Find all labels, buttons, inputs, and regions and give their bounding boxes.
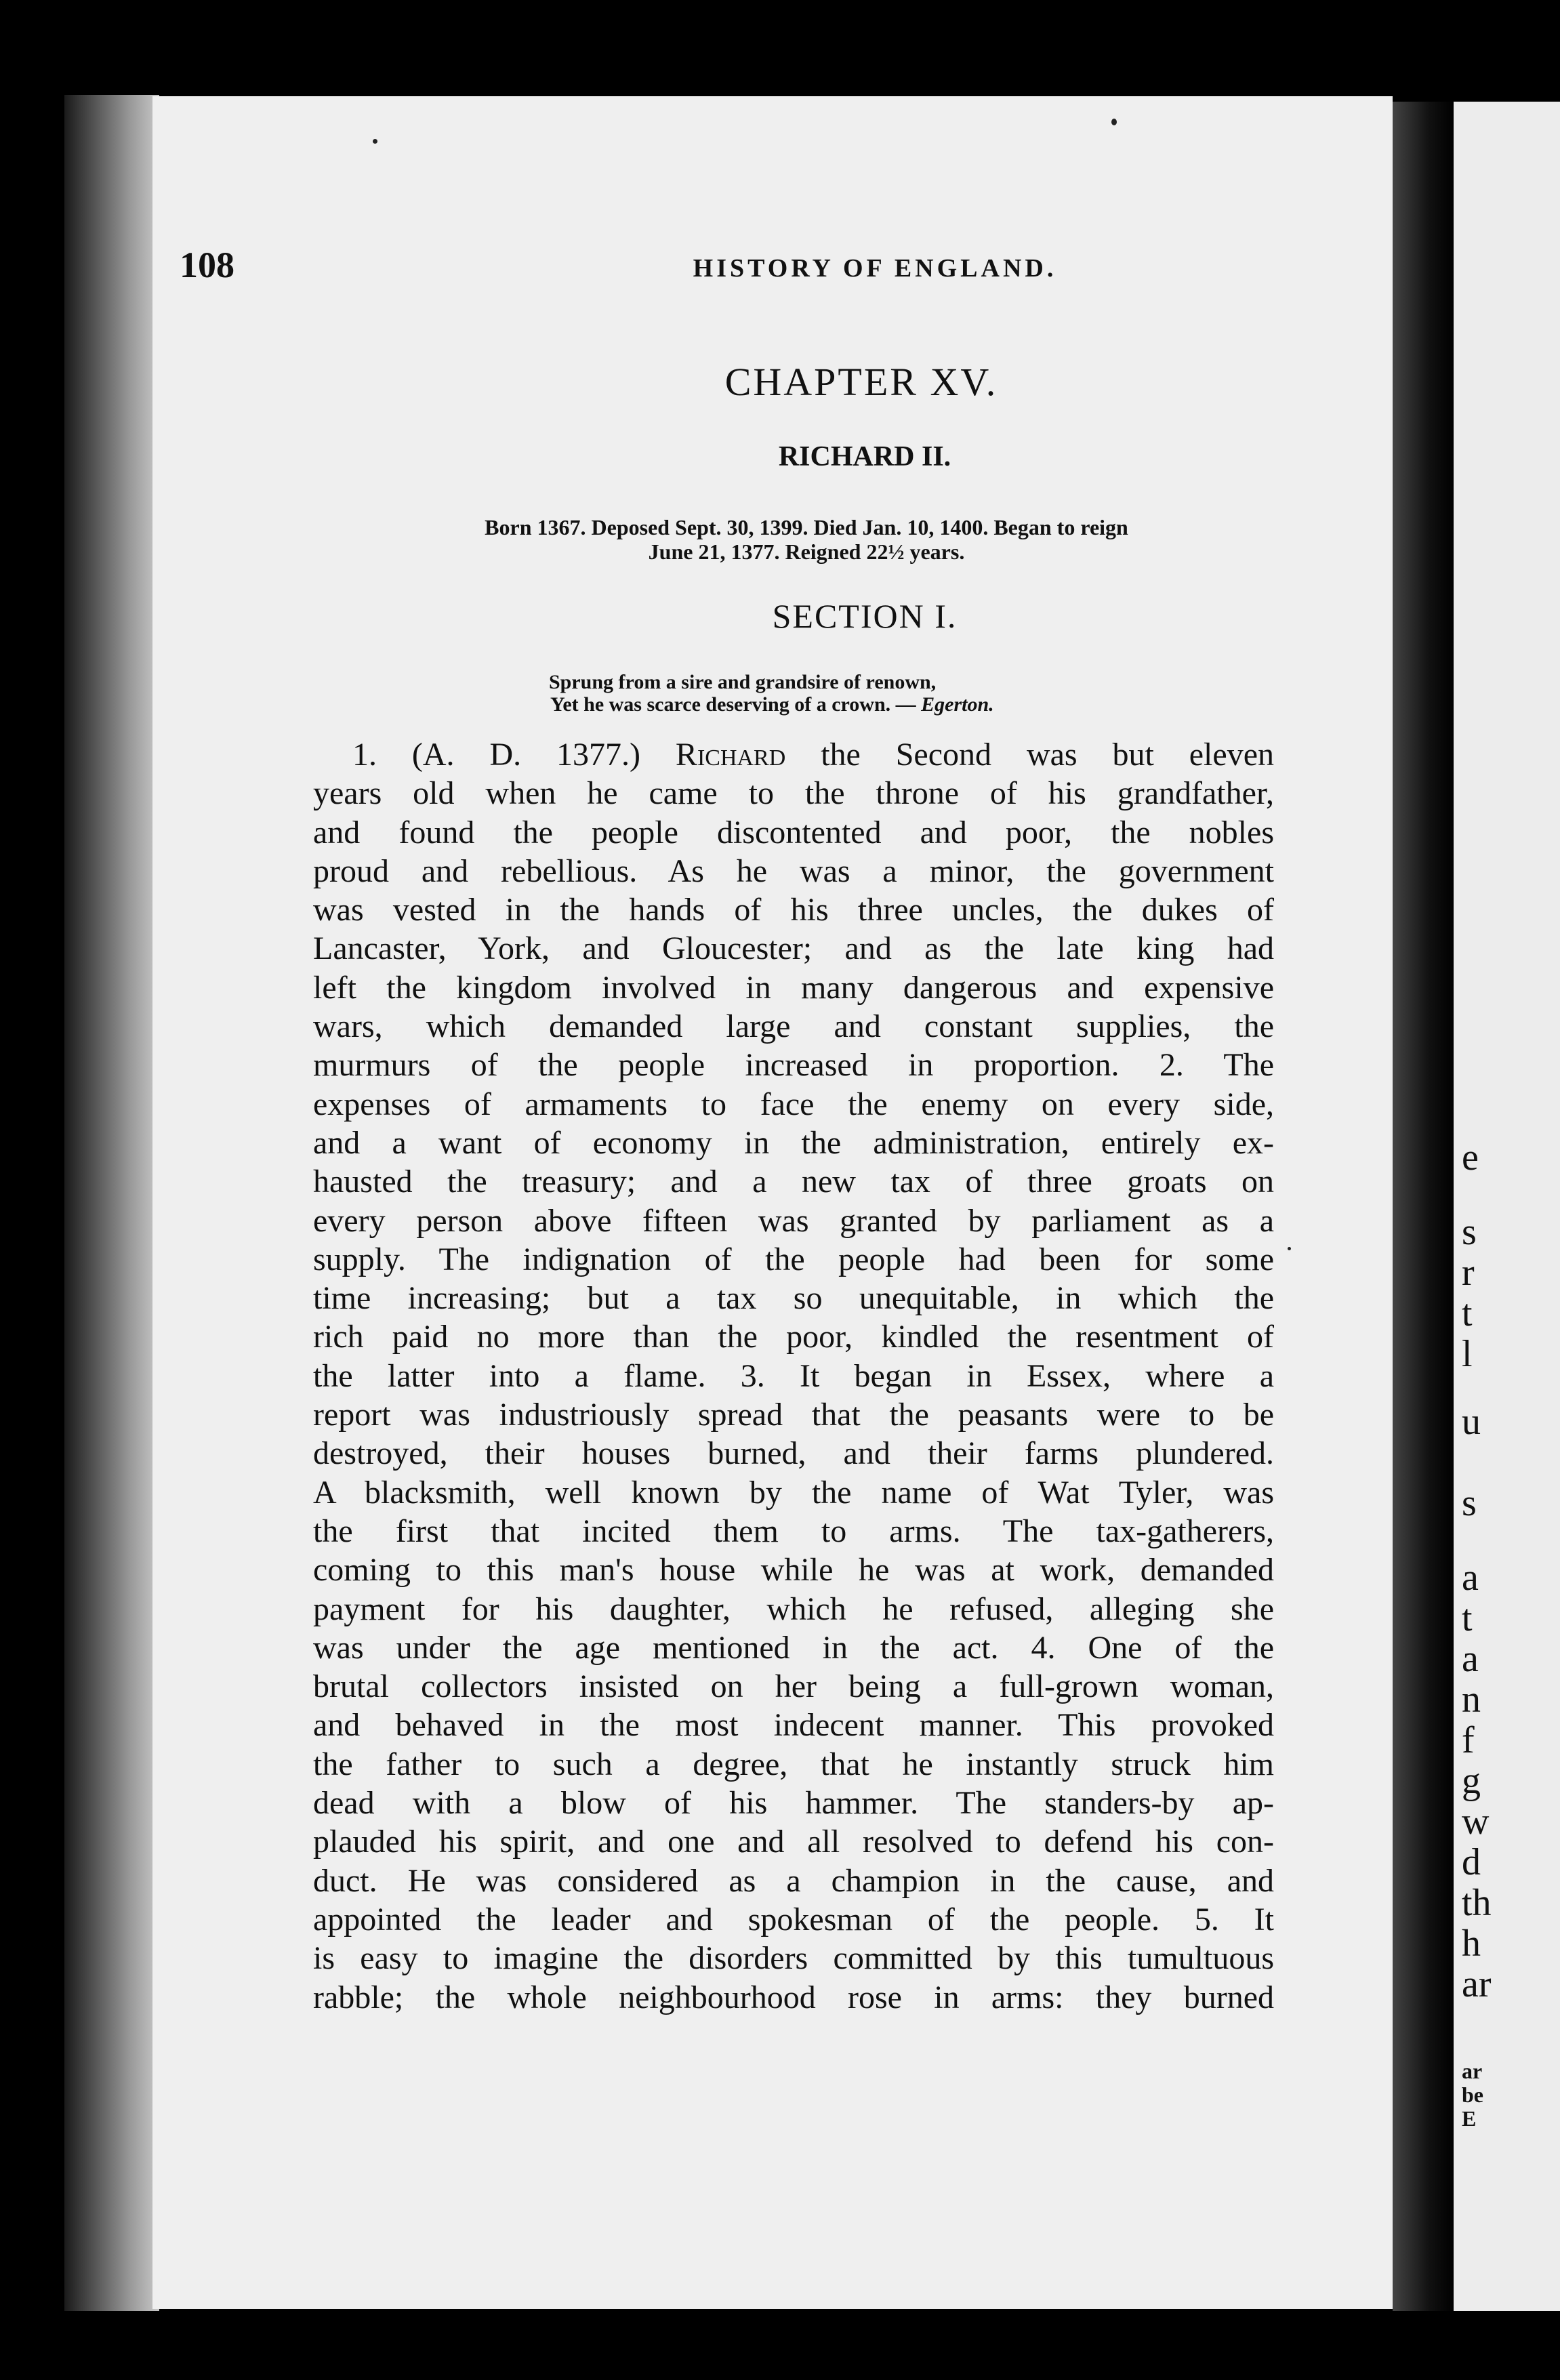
facing-page-fragment: ar <box>1462 1963 1492 2005</box>
body-line: is easy to imagine the disorders committed by this tumultuous <box>313 1940 1274 1977</box>
body-line <box>313 735 1274 774</box>
facing-page-fragment: a <box>1462 1638 1479 1680</box>
facing-page-fragment: g <box>1462 1760 1481 1802</box>
facing-page-fragment: s <box>1462 1482 1477 1524</box>
body-line: brutal collectors insisted on her being a full-grown woman, <box>313 1668 1274 1705</box>
facing-page-fragment: w <box>1462 1801 1490 1843</box>
facing-page-fragment: t <box>1462 1597 1473 1639</box>
facing-page-fragment: r <box>1462 1252 1475 1294</box>
epigraph <box>549 671 1159 716</box>
body-line: was under the age mentioned in the act. 4. One of the <box>313 1629 1274 1666</box>
body-line: A blacksmith, well known by the name of Wat Tyler, was <box>313 1474 1274 1511</box>
body-line: rich paid no more than the poor, kindled the resentment of <box>313 1319 1274 1355</box>
body-line: plauded his spirit, and one and all resolved to defend his con- <box>313 1824 1274 1860</box>
facing-page-fragment: l <box>1462 1333 1473 1375</box>
reign-dates-line: June 21, 1377. Reigned 22½ years. <box>648 539 965 564</box>
body-line: wars, which demanded large and constant supplies, the <box>313 1008 1274 1045</box>
body-line: murmurs of the people increased in proportion. 2. The <box>313 1047 1274 1084</box>
facing-page-fragment: n <box>1462 1679 1481 1721</box>
body-line: time increasing; but a tax so unequitable, in which the <box>313 1280 1274 1317</box>
running-head <box>0 244 1560 291</box>
facing-page-fragment: be <box>1462 2082 1483 2107</box>
facing-page-fragment: u <box>1462 1401 1481 1443</box>
body-line: and behaved in the most indecent manner. This provoked <box>313 1707 1274 1744</box>
epigraph-author: Egerton. <box>921 693 994 716</box>
facing-page-fragment: h <box>1462 1923 1481 1965</box>
facing-page-fragment: f <box>1462 1719 1475 1761</box>
facing-page-fragment: e <box>1462 1136 1479 1178</box>
body-line: left the kingdom involved in many dangerous and expensive <box>313 969 1274 1006</box>
body-line: Lancaster, York, and Gloucester; and as the late king had <box>313 930 1274 967</box>
body-line: and found the people discontented and poor, the nobles <box>313 814 1274 850</box>
ink-speck <box>1288 1247 1291 1250</box>
first-line-rest: the Second was but eleven <box>821 737 1274 773</box>
body-line: years old when he came to the throne of his grandfather, <box>313 775 1274 812</box>
epigraph-line: Sprung from a sire and grandsire of renown, <box>549 671 937 693</box>
body-line: payment for his daughter, which he refused, alleging she <box>313 1591 1274 1627</box>
body-line: expenses of armaments to face the enemy on every side, <box>313 1086 1274 1122</box>
body-line: destroyed, their houses burned, and their farms plundered. <box>313 1435 1274 1472</box>
reign-dates-line: Born 1367. Deposed Sept. 30, 1399. Died Jan. 10, 1400. Began to reign <box>485 515 1128 539</box>
section-heading: SECTION I. <box>772 597 958 635</box>
body-line: the latter into a flame. 3. It began in Essex, where a <box>313 1357 1274 1394</box>
facing-page <box>1454 102 1560 2311</box>
body-line: rabble; the whole neighbourhood rose in arms: they burned <box>313 1979 1274 2015</box>
epigraph-line <box>549 693 1159 716</box>
body-line: dead with a blow of his hammer. The standers-by ap- <box>313 1785 1274 1822</box>
facing-page-fragment: E <box>1462 2106 1477 2131</box>
body-line: was vested in the hands of his three uncles, the dukes of <box>313 892 1274 928</box>
facing-page-fragment: a <box>1462 1557 1479 1599</box>
body-text <box>313 735 1274 2017</box>
epigraph-text: Yet he was scarce deserving of a crown. — <box>550 693 916 716</box>
body-line: hausted the treasury; and a new tax of three groats on <box>313 1164 1274 1200</box>
paragraph-number: 1. (A. D. 1377.) <box>352 737 641 773</box>
body-line: and a want of economy in the administration, entirely ex- <box>313 1124 1274 1161</box>
facing-page-fragment: t <box>1462 1292 1473 1334</box>
body-line: duct. He was considered as a champion in the cause, and <box>313 1862 1274 1899</box>
body-line: coming to this man's house while he was at work, demanded <box>313 1552 1274 1588</box>
ink-speck <box>1111 119 1117 125</box>
body-line: report was industriously spread that the peasants were to be <box>313 1397 1274 1433</box>
facing-page-fragment: s <box>1462 1211 1477 1253</box>
reign-dates <box>366 515 1247 564</box>
body-line: proud and rebellious. As he was a minor, the government <box>313 853 1274 889</box>
page-number: 108 <box>180 245 234 285</box>
body-line: the first that incited them to arms. The tax-gatherers, <box>313 1513 1274 1549</box>
facing-page-fragment: ar <box>1462 2059 1483 2083</box>
king-heading: RICHARD II. <box>778 441 951 472</box>
body-line: every person above fifteen was granted by parliament as a <box>313 1202 1274 1239</box>
ink-speck <box>373 139 377 144</box>
body-line: appointed the leader and spokesman of the people. 5. It <box>313 1901 1274 1937</box>
body-line: supply. The indignation of the people had been for some <box>313 1241 1274 1277</box>
first-word-small-caps: Richard <box>675 737 786 773</box>
chapter-heading: CHAPTER XV. <box>724 360 998 404</box>
page-gutter-shadow <box>64 95 159 2311</box>
facing-page-fragment: th <box>1462 1882 1492 1924</box>
facing-page-fragment: d <box>1462 1841 1481 1883</box>
running-title: HISTORY OF ENGLAND. <box>693 254 1057 283</box>
body-line: the father to such a degree, that he instantly struck him <box>313 1746 1274 1782</box>
binding-shadow <box>1393 102 1454 2311</box>
